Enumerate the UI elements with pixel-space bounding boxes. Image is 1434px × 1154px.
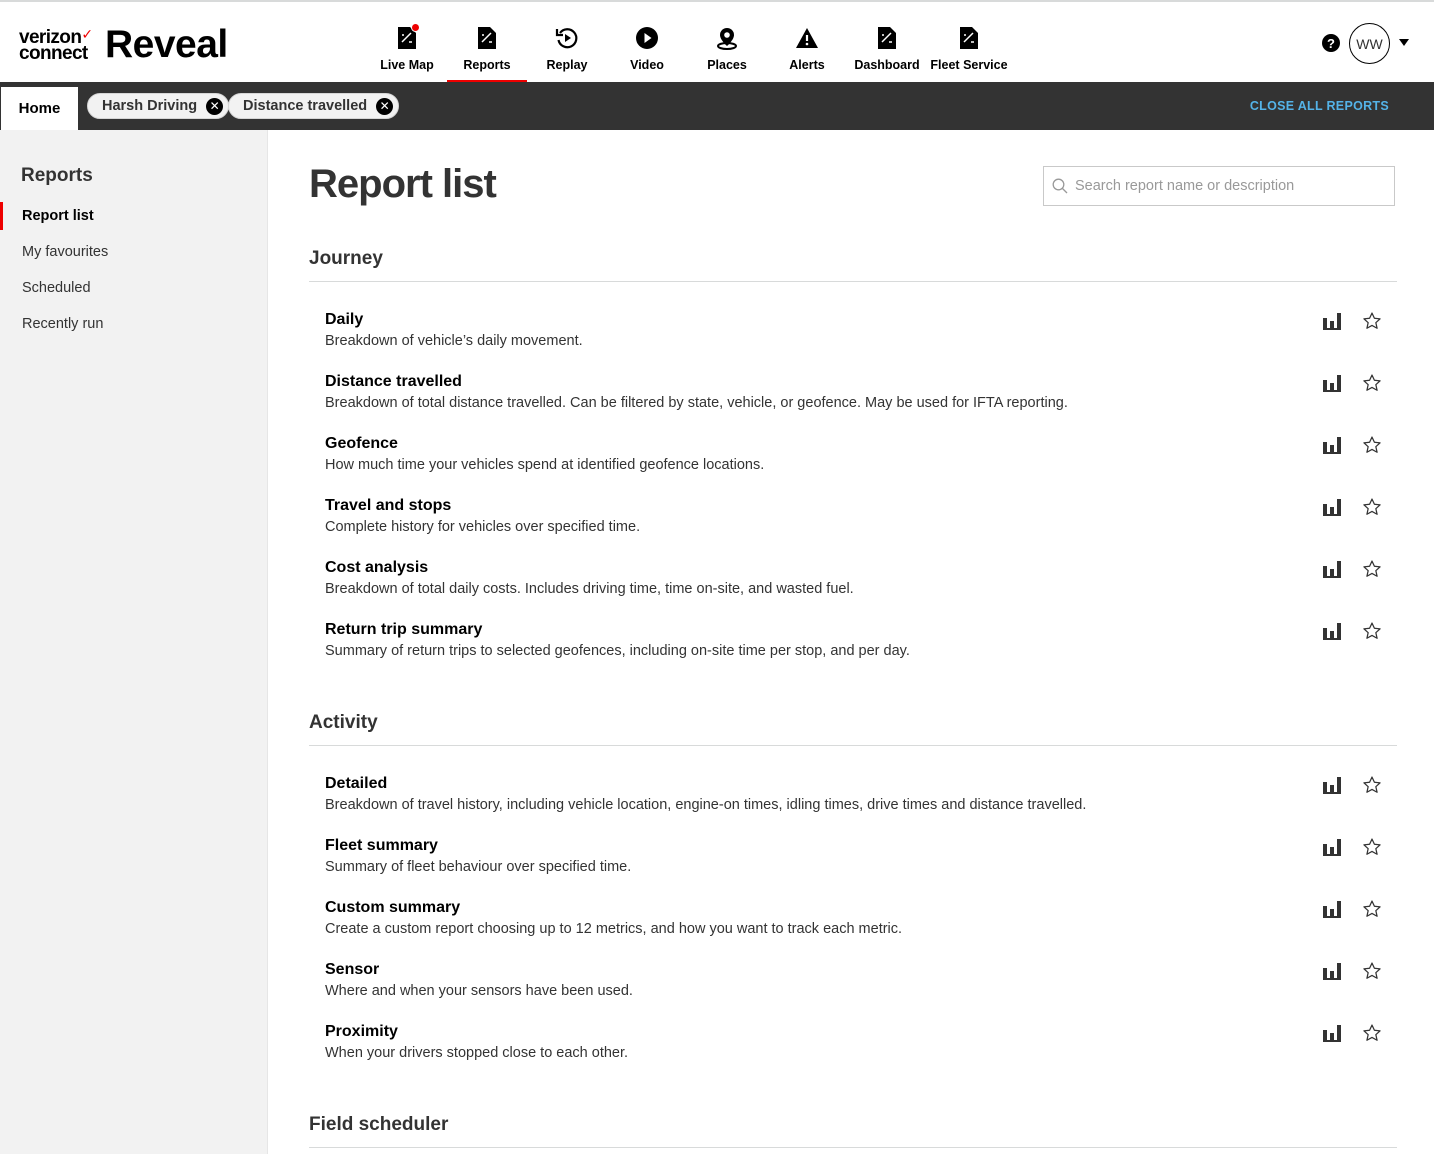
report-description: Summary of fleet behaviour over specified time. (325, 859, 632, 875)
report-name[interactable]: Custom summary (325, 899, 461, 916)
search-input[interactable] (1075, 178, 1375, 194)
report-name[interactable]: Daily (325, 311, 364, 328)
sidebar-item-my-favourites[interactable]: My favourites (22, 244, 109, 260)
report-row[interactable] (309, 899, 1397, 961)
star-icon[interactable] (1362, 373, 1382, 393)
report-description: Summary of return trips to selected geofences, including on-site time per stop, and per day. (325, 643, 910, 659)
bar-chart-icon[interactable] (1323, 560, 1341, 578)
star-icon[interactable] (1362, 837, 1382, 857)
section-divider (309, 281, 1397, 282)
reports-sidebar (0, 130, 268, 1154)
star-icon[interactable] (1362, 621, 1382, 641)
report-description: Breakdown of total distance travelled. Can be filtered by state, vehicle, or geofence. May be used for IFTA reporting. (325, 395, 1068, 411)
report-name[interactable]: Detailed (325, 775, 388, 792)
document-chart-icon (394, 25, 420, 51)
sidebar-item-scheduled[interactable]: Scheduled (22, 280, 91, 296)
report-description: When your drivers stopped close to each other. (325, 1045, 629, 1061)
page-title: Report list (309, 162, 496, 206)
nav-label: Live Map (380, 58, 434, 72)
star-icon[interactable] (1362, 775, 1382, 795)
star-icon[interactable] (1362, 559, 1382, 579)
bar-chart-icon[interactable] (1323, 498, 1341, 516)
nav-label: Places (707, 58, 747, 72)
document-chart-icon (956, 25, 982, 51)
report-row[interactable] (309, 559, 1397, 621)
nav-label: Alerts (789, 58, 825, 72)
tab-label: Distance travelled (243, 98, 368, 114)
search-field[interactable] (1043, 166, 1395, 206)
report-description: Breakdown of vehicle’s daily movement. (325, 333, 583, 349)
notification-dot (411, 23, 420, 32)
nav-label: Fleet Service (930, 58, 1008, 72)
report-name[interactable]: Geofence (325, 435, 398, 452)
nav-live-map[interactable] (367, 2, 447, 82)
user-avatar[interactable]: WW (1349, 23, 1390, 64)
nav-label: Reports (463, 58, 511, 72)
report-name[interactable]: Sensor (325, 961, 380, 978)
section-heading: Activity (309, 712, 378, 733)
sidebar-item-report-list[interactable]: Report list (0, 202, 268, 230)
report-name[interactable]: Travel and stops (325, 497, 452, 514)
chevron-down-icon[interactable] (1399, 39, 1409, 46)
bar-chart-icon[interactable] (1323, 962, 1341, 980)
bar-chart-icon[interactable] (1323, 900, 1341, 918)
sidebar-item-recently-run[interactable]: Recently run (22, 316, 104, 332)
document-chart-icon (474, 25, 500, 51)
close-icon[interactable]: ✕ (376, 98, 393, 115)
tab-label: Harsh Driving (102, 98, 198, 114)
bar-chart-icon[interactable] (1323, 312, 1341, 330)
nav-label: Video (630, 58, 664, 72)
report-name[interactable]: Proximity (325, 1023, 398, 1040)
report-name[interactable]: Fleet summary (325, 837, 438, 854)
product-name: Reveal (105, 23, 228, 66)
replay-icon (554, 25, 580, 51)
nav-replay[interactable] (527, 2, 607, 82)
logo-top-text: verizon (19, 26, 82, 48)
bar-chart-icon[interactable] (1323, 436, 1341, 454)
warning-icon (794, 25, 820, 51)
report-row[interactable] (309, 435, 1397, 497)
bar-chart-icon[interactable] (1323, 1024, 1341, 1042)
tab-home[interactable]: Home (1, 87, 78, 130)
report-tab-strip (0, 82, 1434, 130)
main-nav (367, 2, 1011, 84)
report-row[interactable] (309, 1023, 1397, 1085)
map-pin-icon (714, 25, 740, 51)
play-icon (634, 25, 660, 51)
close-all-reports-button[interactable]: CLOSE ALL REPORTS (1249, 99, 1389, 113)
nav-label: Dashboard (854, 58, 920, 72)
nav-video[interactable] (607, 2, 687, 82)
report-description: Where and when your sensors have been used. (325, 983, 633, 999)
nav-reports[interactable] (447, 2, 527, 82)
report-description: Complete history for vehicles over specified time. (325, 519, 641, 535)
report-name[interactable]: Distance travelled (325, 373, 462, 390)
report-description: Create a custom report choosing up to 12 metrics, and how you want to track each metric. (325, 921, 903, 937)
tab-harsh-driving[interactable] (87, 93, 229, 119)
verizon-connect-reveal-logo[interactable] (19, 23, 228, 66)
section-heading: Journey (309, 248, 383, 269)
star-icon[interactable] (1362, 311, 1382, 331)
report-description: Breakdown of total daily costs. Includes driving time, time on-site, and wasted fuel. (325, 581, 854, 597)
document-chart-icon (874, 25, 900, 51)
report-row[interactable] (309, 961, 1397, 1023)
nav-label: Replay (546, 58, 588, 72)
report-row[interactable] (309, 497, 1397, 559)
report-row[interactable] (309, 373, 1397, 435)
help-icon[interactable]: ? (1322, 34, 1340, 52)
verizon-connect-wordmark (19, 25, 97, 64)
report-row[interactable] (309, 621, 1397, 683)
top-header (0, 0, 1434, 82)
section-divider (309, 1147, 1397, 1148)
report-description: Breakdown of travel history, including vehicle location, engine-on times, idling times, drive times and distance travelled. (325, 797, 1087, 813)
tab-distance-travelled[interactable] (228, 93, 399, 119)
bar-chart-icon[interactable] (1323, 838, 1341, 856)
report-description: How much time your vehicles spend at identified geofence locations. (325, 457, 765, 473)
star-icon[interactable] (1362, 899, 1382, 919)
star-icon[interactable] (1362, 1023, 1382, 1043)
report-name[interactable]: Cost analysis (325, 559, 429, 576)
section-heading: Field scheduler (309, 1114, 449, 1135)
checkmark-icon: ✓ (81, 25, 93, 42)
bar-chart-icon[interactable] (1323, 374, 1341, 392)
star-icon[interactable] (1362, 961, 1382, 981)
nav-alerts[interactable] (767, 2, 847, 82)
bar-chart-icon[interactable] (1323, 776, 1341, 794)
close-icon[interactable]: ✕ (206, 98, 223, 115)
section-divider (309, 745, 1397, 746)
nav-places[interactable] (687, 2, 767, 82)
report-row[interactable] (309, 311, 1397, 373)
report-name[interactable]: Return trip summary (325, 621, 483, 638)
star-icon[interactable] (1362, 435, 1382, 455)
search-icon (1052, 178, 1068, 194)
nav-dashboard[interactable] (847, 2, 927, 82)
bar-chart-icon[interactable] (1323, 622, 1341, 640)
sidebar-title: Reports (21, 165, 93, 186)
report-row[interactable] (309, 775, 1397, 837)
nav-fleet-service[interactable] (927, 2, 1011, 82)
logo-bottom-text: connect (19, 42, 88, 64)
report-row[interactable] (309, 837, 1397, 899)
star-icon[interactable] (1362, 497, 1382, 517)
